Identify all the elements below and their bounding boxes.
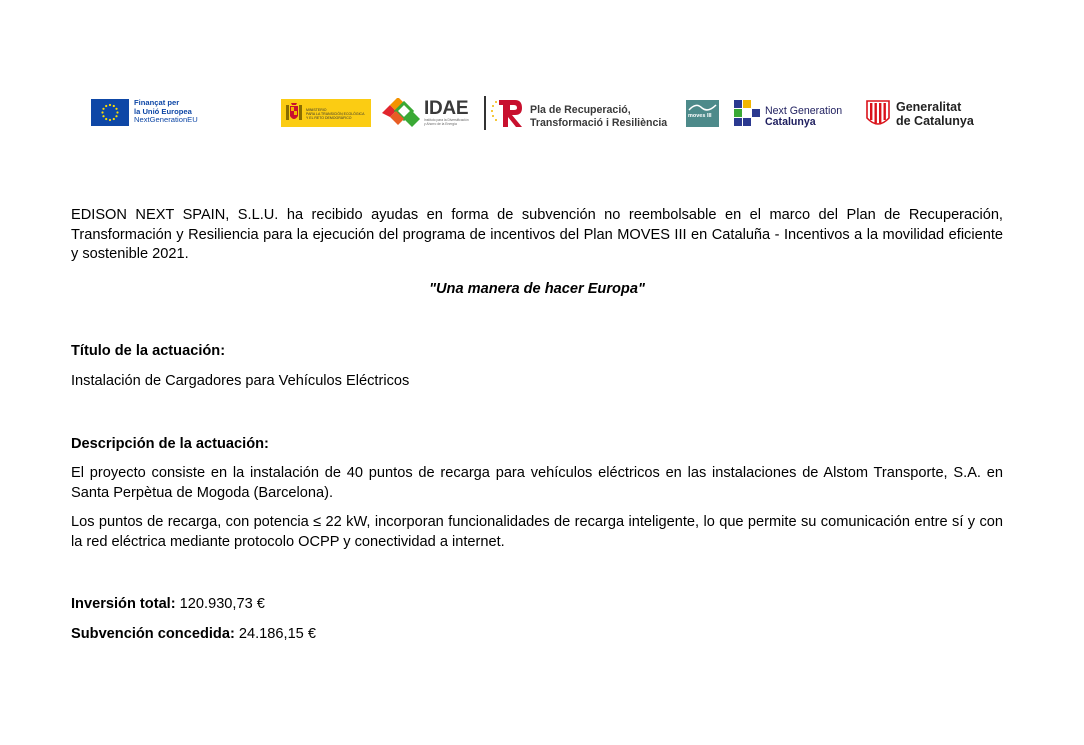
- intro-paragraph: EDISON NEXT SPAIN, S.L.U. ha recibido ayudas en forma de subvención no reembolsable en el marco del Plan de Recuperación, Transformación y Resiliencia para la ejecución del programa de incentivos del Plan MOVES III en Cataluña - Incentivos a la movilidad eficiente y sostenible 2021.: [71, 207, 1003, 263]
- plan-line1: Pla de Recuperació,: [530, 104, 631, 116]
- ngc-squares-icon: [734, 100, 762, 128]
- titulo-heading: Título de la actuación:: [71, 343, 226, 360]
- moves-label: moves III: [688, 113, 712, 119]
- subvencion-line: [71, 625, 1003, 645]
- generalitat-line2: de Catalunya: [896, 113, 974, 128]
- ministerio-line2: PARA LA TRANSICIÓN ECOLÓGICA: [306, 112, 365, 117]
- next-generation-catalunya-logo: [734, 100, 849, 128]
- eu-logo-line2: la Unió Europea: [134, 106, 192, 116]
- motto: "Una manera de hacer Europa": [429, 280, 645, 297]
- ministerio-line3: Y EL RETO DEMOGRÁFICO: [306, 116, 352, 121]
- idae-name: IDAE: [424, 98, 469, 119]
- inversion-total-line: [71, 595, 1003, 615]
- descripcion-paragraph-2: Los puntos de recarga, con potencia ≤ 22 kW, incorporan funcionalidades de recarga inteligente, lo que permite su comunicación entre sí y con la red eléctrica mediante protocolo OCPP y conectividad a internet.: [71, 514, 1003, 550]
- eu-logo-line1: Finançat per: [134, 98, 180, 107]
- idae-logo: [380, 97, 478, 129]
- ministerio-logo: [281, 99, 371, 127]
- logo-banner: [0, 0, 1084, 150]
- idae-mark-icon: [380, 98, 422, 128]
- inversion-value: 120.930,73 €: [179, 595, 265, 612]
- eu-flag-icon: [91, 99, 129, 126]
- descripcion-paragraph-1: El proyecto consiste en la instalación de 40 puntos de recarga para vehículos eléctricos en las instalaciones de Alstom Transporte, S.A. en Santa Perpètua de Mogoda (Barcelona).: [71, 465, 1003, 501]
- spain-coat-of-arms-icon: [285, 102, 303, 124]
- moves-logo: [686, 100, 719, 127]
- idae-sub1: Instituto para la Diversificación: [424, 118, 469, 122]
- plan-line2: Transformació i Resiliència: [530, 116, 668, 129]
- inversion-label: Inversión total:: [71, 595, 176, 612]
- generalitat-line1: Generalitat: [896, 100, 962, 114]
- eu-funding-logo: [91, 99, 201, 127]
- eu-logo-line3: NextGenerationEU: [134, 115, 198, 125]
- ngc-line1: Next Generation: [765, 105, 843, 117]
- document-body: [71, 206, 1003, 645]
- ngc-line2: Catalunya: [765, 115, 816, 128]
- generalitat-shield-icon: [866, 100, 890, 128]
- subvencion-label: Subvención concedida:: [71, 626, 235, 643]
- logo-divider: [484, 96, 486, 130]
- idae-sub2: y Ahorro de la Energía: [424, 121, 457, 126]
- plan-recuperacio-logo: [490, 97, 680, 129]
- titulo-value: Instalación de Cargadores para Vehículos Eléctricos: [71, 372, 410, 389]
- plan-r-mark-icon: [490, 97, 526, 129]
- descripcion-heading: Descripción de la actuación:: [71, 435, 269, 452]
- moves-wave-icon: [686, 101, 719, 113]
- ministerio-line1: MINISTERIO: [306, 108, 327, 112]
- generalitat-logo: [866, 99, 986, 129]
- subvencion-value: 24.186,15 €: [238, 626, 316, 643]
